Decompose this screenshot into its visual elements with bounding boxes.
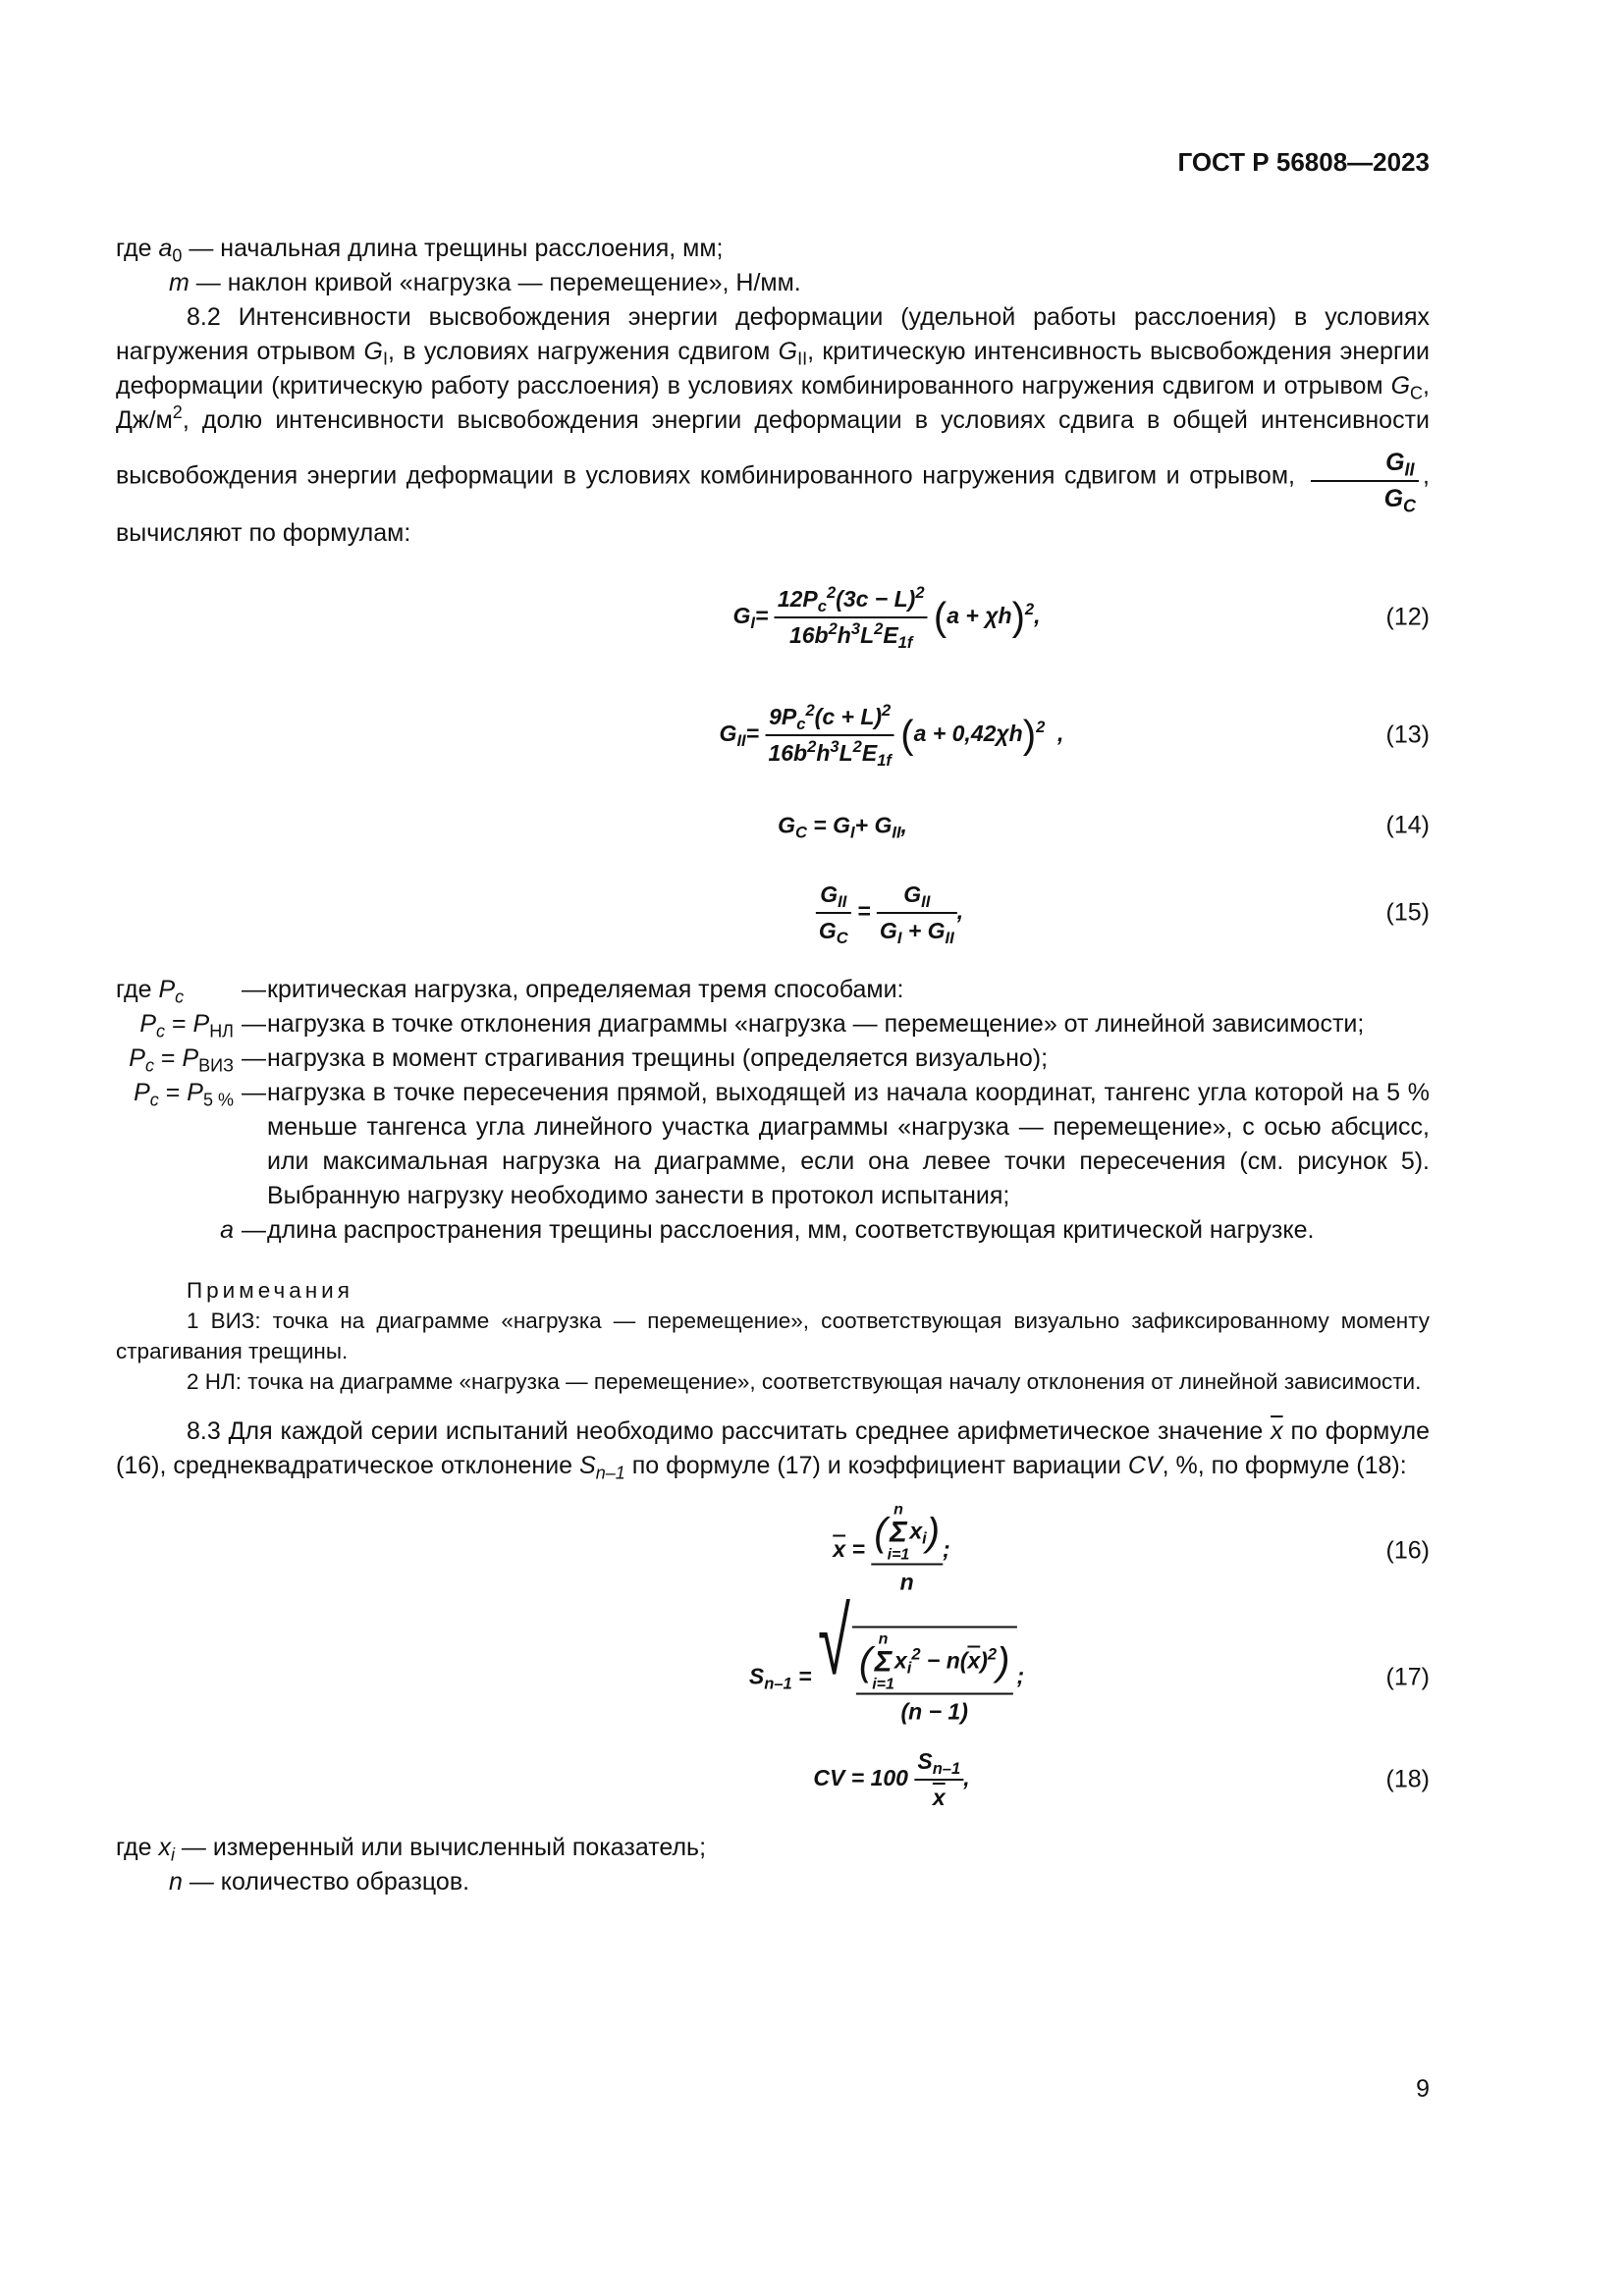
formula-16 [116,1493,1430,1609]
paragraph-8-3: 8.3 Для каждой серии испытаний необходимо рассчитать среднее арифметическое значение $\overline{x}$ по формуле (16), среднеквадратическое отклонение $S_{n-1}$ по формуле (17) и коэффициент вариации CV, %, по формуле (18): [116,1417,1430,1483]
formula-12-number: (12) [1385,603,1430,631]
formula-18-number: (18) [1385,1765,1430,1793]
def-pc: где $P_c$ — критическая нагрузка, определяемая тремя способами: [116,976,904,1007]
paragraph-8-2: 8.2 Интенсивности высвобождения энергии деформации (удельной работы расслоения) в условиях нагружения отрывом $G_I$, в условиях нагружения сдвигом $G_{II}$, критическую интенсивность высвобождения энергии деформации (критическую работу расслоения) в условиях комбинированного нагружения сдвигом и отрывом $G_C$, $Дж/м^2$, долю интенсивности высвобождения энергии деформации в условиях сдвига в общей интенсивности высвобождения энергии деформации в условиях комбинированного нагружения сдвигом и отрывом, $\frac{G_{II}}{G_C}$ , вычисляют по формулам: [116,303,1430,547]
formula-14-expression: $G_C = G_I+ G_{II}$, [778,812,907,842]
formula-13-number: (13) [1385,721,1430,749]
formula-14 [116,796,1430,855]
formula-15 [116,869,1430,957]
notes [116,1275,1430,1397]
formula-17-expression: $S_{n-1}$ = √ ( n Σ i=1 $x_i^2 - n(\overline{x})^2$) (n − 1) ; [749,1627,1024,1730]
formula-17-number: (17) [1385,1663,1430,1691]
def-a: a — длина распространения трещины расслоения, мм, соответствующая критической нагрузке. [220,1216,1315,1244]
def-xi: где $x_i$ — измеренный или вычисленный показатель; [116,1834,707,1865]
def-a0: где $a_0$ — начальная длина трещины расслоения, мм; [116,235,724,266]
def-pc-5pct: $P_c = P_{5 \%}$ — нагрузка в точке пересечения прямой, выходящей из начала координат, тангенс угла которой на 5 % меньше тангенса угла линейного участка диаграммы «нагрузка — перемещение», с осью абсцисс, или максимальная нагрузка на диаграмме, если она левее точки пересечения (см. рисунок 5). Выбранную нагрузку необходимо занести в протокол испытания; [134,1079,1430,1209]
page-number: 9 [1416,2075,1430,2103]
formula-16-expression: $\overline{x}$ = ( n Σ i=1 $x_i$) n ; [833,1501,950,1595]
page-content [116,232,1430,1899]
def-pc-viz: $P_c = P_{ВИЗ}$ — нагрузка в момент страгивания трещины (определяется визуально); [129,1044,1049,1076]
formula-14-number: (14) [1385,811,1430,839]
formula-13 [116,688,1430,782]
formula-13-expression: $G_{II}=$ $\frac{9P_c^2(c + L)^2}{16b^2h^3L^2E_{1f}}$ $(a + 0,42\chi h)^2$ , [719,700,1064,770]
formula-18 [116,1740,1430,1819]
def-n: n — количество образцов. [169,1868,470,1896]
formula-16-number: (16) [1385,1536,1430,1565]
formula-12 [116,570,1430,665]
formula-18-expression: CV = 100 $\frac{S_{n-1}}{x}$ , [813,1744,969,1815]
formula-15-number: (15) [1385,898,1430,927]
document-code: ГОСТ Р 56808—2023 [1177,147,1430,177]
notes-title: Примечания [187,1278,353,1303]
ratio-gii-gc: $\frac{G_{II}}{G_C}$ [1311,446,1419,516]
note-2: 2 НЛ: точка на диаграмме «нагрузка — перемещение», соответствующая началу отклонения от линейной зависимости. [187,1369,1422,1394]
formula-15-expression: $\frac{G_{II}}{G_C}$ = $\frac{G_{II}}{G_I + G_{II}}$ , [816,878,963,948]
def-pc-nl: $P_c = P_{НЛ}$ — нагрузка в точке отклонения диаграммы «нагрузка — перемещение» от линейной зависимости; [139,1010,1365,1041]
note-1: 1 ВИЗ: точка на диаграмме «нагрузка — перемещение», соответствующая визуально зафиксированному моменту страгивания трещины. [116,1308,1430,1363]
pc-definitions [116,973,1430,1248]
formula-17 [116,1588,1430,1740]
def-m: m — наклон кривой «нагрузка — перемещение», Н/мм. [169,269,801,296]
formula-12-expression: $G_I=$ $\frac{12P_c^2(3c - L)^2}{16b^2h^3L^2E_{1f}}$ $(a + \chi h)^2$, [732,582,1041,652]
